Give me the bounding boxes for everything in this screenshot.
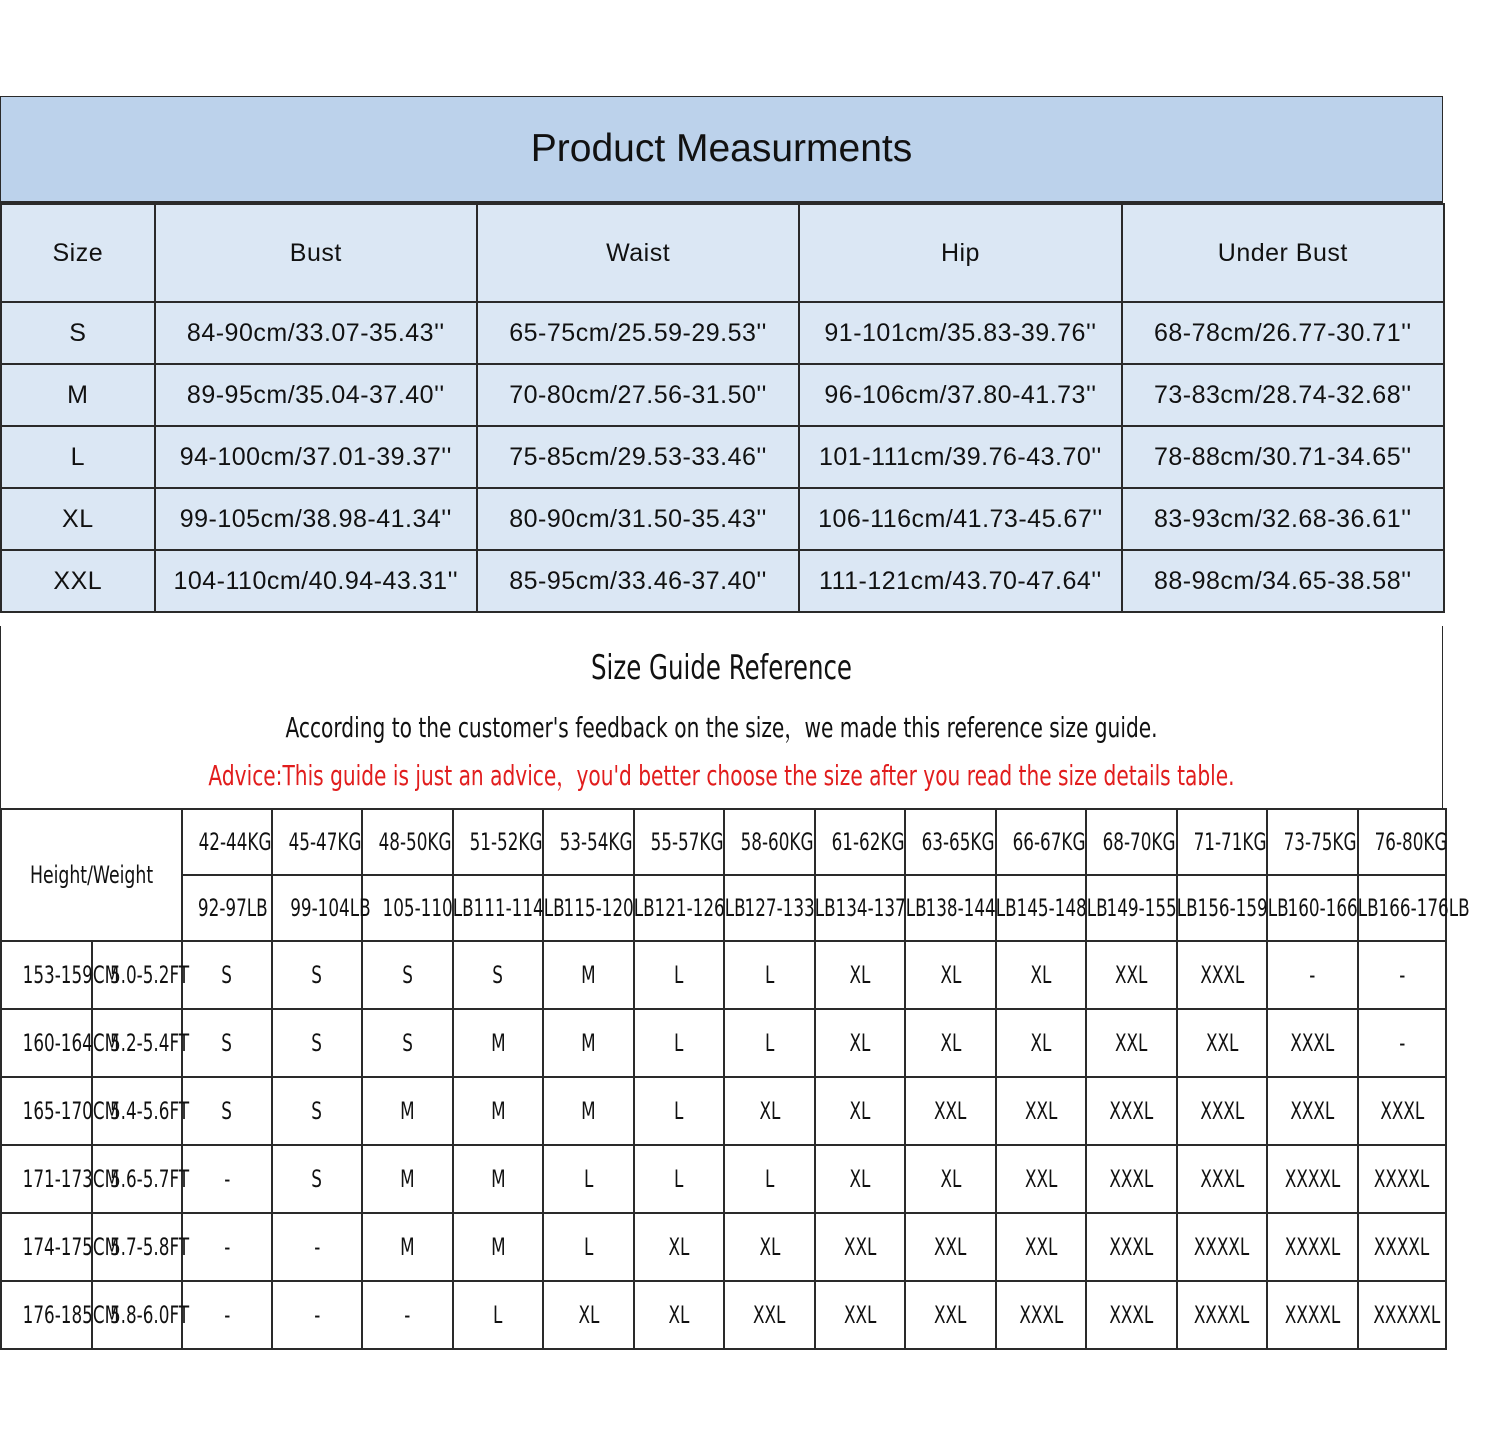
- recommended-size-cell-text: -: [313, 1233, 321, 1261]
- weight-kg-label: 55-57KG: [650, 828, 724, 856]
- recommended-size-cell: [362, 1281, 453, 1349]
- recommended-size-cell: [815, 1281, 905, 1349]
- height-ft-cell-text: 5.4-5.6FT: [109, 1097, 190, 1125]
- recommended-size-cell-text: S: [221, 1029, 233, 1057]
- height-cm-cell-text: 153-159CM: [22, 961, 120, 989]
- recommended-size-cell-text: S: [221, 961, 233, 989]
- recommended-size-cell: [1267, 1145, 1358, 1213]
- recommended-size-cell-text: XXL: [843, 1301, 877, 1329]
- recommended-size-cell: [1086, 1213, 1177, 1281]
- recommended-size-cell-text: -: [1398, 961, 1406, 989]
- recommended-size-cell-text: S: [492, 961, 504, 989]
- height-cm-cell-text: 176-185CM: [22, 1301, 120, 1329]
- recommended-size-cell: [634, 1009, 724, 1077]
- recommended-size-cell: [815, 1077, 905, 1145]
- recommended-size-cell-text: M: [490, 1097, 506, 1125]
- recommended-size-cell: [1358, 941, 1446, 1009]
- recommended-size-cell: [1267, 1281, 1358, 1349]
- header-under-bust: Under Bust: [1122, 204, 1444, 302]
- recommended-size-cell: [1267, 1213, 1358, 1281]
- weight-kg-row: [1, 809, 1446, 875]
- recommended-size-cell-text: XXXL: [1109, 1165, 1154, 1193]
- recommended-size-cell-text: XXXXL: [1284, 1165, 1341, 1193]
- weight-kg-label: 73-75KG: [1283, 828, 1357, 856]
- recommended-size-cell-text: XXXXL: [1284, 1301, 1341, 1329]
- recommended-size-cell-text: XL: [1030, 1029, 1052, 1057]
- measurement-cell: 88-98cm/34.65-38.58'': [1122, 550, 1444, 612]
- recommended-size-cell-text: XXXL: [1290, 1029, 1335, 1057]
- recommended-size-cell: [1358, 1009, 1446, 1077]
- height-ft-cell-text: 5.6-5.7FT: [109, 1165, 190, 1193]
- measurement-row: [1, 488, 1444, 550]
- measurement-cell: 94-100cm/37.01-39.37'': [155, 426, 477, 488]
- measurement-cell: 75-85cm/29.53-33.46'': [477, 426, 799, 488]
- recommended-size-cell-text: XXXXL: [1194, 1301, 1250, 1329]
- recommended-size-cell: [634, 1145, 724, 1213]
- height-ft-cell-text: 5.0-5.2FT: [109, 961, 190, 989]
- weight-lb-cell: [362, 875, 474, 941]
- recommended-size-cell: [1177, 1009, 1267, 1077]
- weight-kg-label: 66-67KG: [1012, 828, 1086, 856]
- recommended-size-cell: [996, 1077, 1086, 1145]
- recommended-size-cell: [272, 1009, 362, 1077]
- recommended-size-cell: [996, 1009, 1086, 1077]
- recommended-size-cell: [815, 941, 905, 1009]
- recommended-size-cell-text: XL: [940, 1029, 961, 1057]
- recommended-size-cell-text: XL: [759, 1233, 780, 1261]
- measurement-cell: 96-106cm/37.80-41.73'': [799, 364, 1121, 426]
- recommended-size-cell-text: XL: [849, 1165, 871, 1193]
- height-ft-cell-text: 5.2-5.4FT: [109, 1029, 190, 1057]
- recommended-size-cell: [182, 1145, 272, 1213]
- header-bust: Bust: [155, 204, 477, 302]
- recommended-size-cell-text: XXXL: [1109, 1301, 1154, 1329]
- recommended-size-cell-text: S: [402, 961, 413, 989]
- height-cm-cell: [1, 1281, 120, 1349]
- recommended-size-cell: [815, 1009, 905, 1077]
- weight-lb-label: 121-126LB: [654, 894, 746, 922]
- recommended-size-cell: [362, 1145, 453, 1213]
- measurement-cell: 84-90cm/33.07-35.43'': [155, 302, 477, 364]
- header-size: Size: [1, 204, 155, 302]
- height-cm-cell-text: 174-175CM: [22, 1233, 120, 1261]
- size-cell: XXL: [1, 550, 155, 612]
- recommended-size-cell-text: XXL: [1024, 1097, 1058, 1125]
- weight-kg-cell: [724, 809, 815, 875]
- weight-kg-label: 58-60KG: [740, 828, 814, 856]
- recommended-size-cell-text: XXXL: [1109, 1233, 1154, 1261]
- measurement-cell: 70-80cm/27.56-31.50'': [477, 364, 799, 426]
- recommended-size-cell: [815, 1213, 905, 1281]
- recommended-size-cell-text: XXXXL: [1284, 1233, 1341, 1261]
- size-cell: S: [1, 302, 155, 364]
- recommended-size-cell: [1177, 1213, 1267, 1281]
- measurement-row: [1, 550, 1444, 612]
- recommended-size-cell-text: M: [400, 1233, 415, 1261]
- height-cm-cell-text: 165-170CM: [22, 1097, 120, 1125]
- weight-kg-cell: [634, 809, 724, 875]
- weight-kg-cell: [1177, 809, 1267, 875]
- measurements-table: [0, 203, 1445, 613]
- recommended-size-cell: [996, 1281, 1086, 1349]
- recommended-size-cell: [272, 1077, 362, 1145]
- recommended-size-cell-text: XXXL: [1380, 1097, 1424, 1125]
- recommended-size-cell-text: XXXL: [1290, 1097, 1335, 1125]
- recommended-size-cell: [905, 1077, 996, 1145]
- height-row: [1, 1077, 1446, 1145]
- recommended-size-cell: [634, 941, 724, 1009]
- weight-kg-label: 61-62KG: [831, 828, 905, 856]
- weight-lb-label: 127-133LB: [744, 894, 836, 922]
- recommended-size-cell: [453, 1145, 543, 1213]
- weight-lb-cell: [182, 875, 272, 941]
- recommended-size-cell: [362, 1009, 453, 1077]
- recommended-size-cell: [543, 1077, 634, 1145]
- weight-kg-cell: [905, 809, 996, 875]
- measurement-cell: 83-93cm/32.68-36.61'': [1122, 488, 1444, 550]
- recommended-size-cell-text: XL: [849, 961, 871, 989]
- recommended-size-cell-text: XXXXL: [1194, 1233, 1250, 1261]
- recommended-size-cell-text: XL: [668, 1301, 690, 1329]
- weight-lb-label: 160-166LB: [1287, 894, 1379, 922]
- recommended-size-cell-text: -: [223, 1233, 231, 1261]
- weight-kg-cell: [272, 809, 362, 875]
- recommended-size-cell-text: XXXL: [1109, 1097, 1154, 1125]
- recommended-size-cell: [996, 1213, 1086, 1281]
- weight-kg-label: 48-50KG: [378, 828, 452, 856]
- recommended-size-cell: [543, 1213, 634, 1281]
- recommended-size-cell: [634, 1213, 724, 1281]
- measurement-cell: 101-111cm/39.76-43.70'': [799, 426, 1121, 488]
- recommended-size-cell-text: XL: [940, 1165, 961, 1193]
- recommended-size-cell: [724, 1009, 815, 1077]
- measurement-cell: 73-83cm/28.74-32.68'': [1122, 364, 1444, 426]
- recommended-size-cell: [543, 1145, 634, 1213]
- recommended-size-cell: [1086, 1145, 1177, 1213]
- height-cm-cell: [1, 1077, 120, 1145]
- height-row: [1, 1281, 1446, 1349]
- recommended-size-cell: [362, 941, 453, 1009]
- weight-kg-cell: [453, 809, 543, 875]
- recommended-size-cell-text: XXL: [1024, 1233, 1058, 1261]
- measurement-cell: 111-121cm/43.70-47.64'': [799, 550, 1121, 612]
- weight-kg-label: 53-54KG: [559, 828, 633, 856]
- recommended-size-cell: [1086, 1077, 1177, 1145]
- recommended-size-cell: [1267, 941, 1358, 1009]
- recommended-size-cell-text: -: [404, 1301, 411, 1329]
- recommended-size-cell: [1358, 1281, 1446, 1349]
- measurements-body: [1, 302, 1444, 612]
- recommended-size-cell-text: XL: [940, 961, 961, 989]
- weight-kg-label: 68-70KG: [1102, 828, 1176, 856]
- recommended-size-cell-text: XXXL: [1200, 961, 1244, 989]
- recommended-size-cell-text: XXL: [1115, 961, 1148, 989]
- recommended-size-cell-text: XXL: [1115, 1029, 1148, 1057]
- recommended-size-cell-text: M: [490, 1165, 506, 1193]
- recommended-size-cell: [634, 1281, 724, 1349]
- recommended-size-cell-text: L: [764, 1029, 775, 1057]
- measurements-header-row: [1, 204, 1444, 302]
- recommended-size-cell-text: S: [311, 1029, 323, 1057]
- recommended-size-cell-text: XXXXL: [1374, 1233, 1430, 1261]
- recommended-size-cell: [905, 1009, 996, 1077]
- recommended-size-cell-text: -: [1398, 1029, 1406, 1057]
- size-cell: M: [1, 364, 155, 426]
- recommended-size-cell: [272, 941, 362, 1009]
- recommended-size-cell: [182, 1281, 272, 1349]
- height-ft-cell-text: 5.8-6.0FT: [109, 1301, 190, 1329]
- recommended-size-cell-text: L: [674, 1029, 684, 1057]
- recommended-size-cell-text: M: [490, 1029, 506, 1057]
- height-cm-cell-text: 171-173CM: [22, 1165, 120, 1193]
- recommended-size-cell: [724, 1077, 815, 1145]
- measurement-cell: 80-90cm/31.50-35.43'': [477, 488, 799, 550]
- recommended-size-cell-text: -: [313, 1301, 321, 1329]
- recommended-size-cell-text: XXXL: [1200, 1165, 1244, 1193]
- weight-lb-label: 115-120LB: [563, 894, 655, 922]
- recommended-size-cell: [543, 941, 634, 1009]
- recommended-size-cell: [1086, 941, 1177, 1009]
- size-guide-table: [0, 808, 1470, 1350]
- measurement-cell: 78-88cm/30.71-34.65'': [1122, 426, 1444, 488]
- measurements-title: Product Measurments: [0, 96, 1443, 203]
- recommended-size-cell: [996, 1145, 1086, 1213]
- weight-lb-row: [1, 875, 1446, 941]
- size-guide-header: [0, 626, 1443, 808]
- recommended-size-cell: [905, 1213, 996, 1281]
- recommended-size-cell: [453, 941, 543, 1009]
- weight-lb-label: 105-110LB: [382, 894, 474, 922]
- recommended-size-cell: [453, 1009, 543, 1077]
- weight-lb-label: 134-137LB: [835, 894, 927, 922]
- recommended-size-cell: [905, 1281, 996, 1349]
- weight-kg-cell: [1267, 809, 1358, 875]
- weight-lb-label: 156-159LB: [1197, 894, 1289, 922]
- size-cell: XL: [1, 488, 155, 550]
- recommended-size-cell: [724, 1281, 815, 1349]
- recommended-size-cell: [182, 1213, 272, 1281]
- measurement-row: [1, 302, 1444, 364]
- recommended-size-cell-text: L: [674, 1165, 684, 1193]
- recommended-size-cell-text: L: [583, 1165, 594, 1193]
- recommended-size-cell-text: XXXXL: [1374, 1165, 1430, 1193]
- weight-kg-label: 45-47KG: [288, 828, 362, 856]
- height-row: [1, 1009, 1446, 1077]
- weight-lb-label: 166-176LB: [1378, 894, 1470, 922]
- recommended-size-cell-text: L: [764, 1165, 775, 1193]
- recommended-size-cell: [724, 941, 815, 1009]
- header-hip: Hip: [799, 204, 1121, 302]
- recommended-size-cell: [634, 1077, 724, 1145]
- weight-lb-label: 99-104LB: [290, 894, 371, 922]
- height-cm-cell: [1, 1009, 120, 1077]
- recommended-size-cell-text: -: [1309, 961, 1316, 989]
- recommended-size-cell-text: XL: [668, 1233, 690, 1261]
- height-cm-cell-text: 160-164CM: [22, 1029, 120, 1057]
- recommended-size-cell: [453, 1281, 543, 1349]
- recommended-size-cell-text: S: [402, 1029, 413, 1057]
- recommended-size-cell: [1086, 1009, 1177, 1077]
- weight-kg-label: 76-80KG: [1374, 828, 1448, 856]
- recommended-size-cell-text: XXXL: [1019, 1301, 1063, 1329]
- measurement-cell: 89-95cm/35.04-37.40'': [155, 364, 477, 426]
- recommended-size-cell: [1177, 1145, 1267, 1213]
- recommended-size-cell: [272, 1145, 362, 1213]
- height-cm-cell: [1, 1145, 120, 1213]
- measurement-cell: 106-116cm/41.73-45.67'': [799, 488, 1121, 550]
- weight-kg-cell: [996, 809, 1086, 875]
- weight-lb-label: 145-148LB: [1016, 894, 1108, 922]
- recommended-size-cell: [724, 1145, 815, 1213]
- weight-kg-cell: [362, 809, 453, 875]
- weight-kg-label: 71-71KG: [1193, 828, 1267, 856]
- recommended-size-cell-text: XXL: [934, 1301, 967, 1329]
- recommended-size-cell-text: -: [223, 1301, 231, 1329]
- weight-kg-cell: [182, 809, 272, 875]
- recommended-size-cell-text: XL: [578, 1301, 599, 1329]
- recommended-size-cell: [453, 1077, 543, 1145]
- recommended-size-cell: [1177, 1077, 1267, 1145]
- recommended-size-cell-text: XXL: [843, 1233, 877, 1261]
- recommended-size-cell-text: M: [400, 1165, 415, 1193]
- recommended-size-cell: [905, 941, 996, 1009]
- recommended-size-cell: [272, 1213, 362, 1281]
- recommended-size-cell-text: XXL: [753, 1301, 786, 1329]
- recommended-size-cell-text: XXL: [1024, 1165, 1058, 1193]
- recommended-size-cell-text: M: [581, 961, 596, 989]
- recommended-size-cell-text: XXL: [934, 1097, 967, 1125]
- recommended-size-cell: [272, 1281, 362, 1349]
- weight-lb-label: 92-97LB: [197, 894, 268, 922]
- recommended-size-cell: [182, 1077, 272, 1145]
- recommended-size-cell: [1086, 1281, 1177, 1349]
- recommended-size-cell: [543, 1009, 634, 1077]
- recommended-size-cell-text: L: [583, 1233, 594, 1261]
- recommended-size-cell-text: S: [311, 1097, 323, 1125]
- recommended-size-cell: [543, 1281, 634, 1349]
- recommended-size-cell-text: S: [311, 1165, 323, 1193]
- weight-kg-label: 63-65KG: [921, 828, 995, 856]
- weight-kg-cell: [1358, 809, 1446, 875]
- measurement-cell: 91-101cm/35.83-39.76'': [799, 302, 1121, 364]
- recommended-size-cell-text: -: [223, 1165, 231, 1193]
- height-ft-cell-text: 5.7-5.8FT: [109, 1233, 190, 1261]
- height-cm-cell: [1, 1213, 120, 1281]
- recommended-size-cell-text: XXL: [934, 1233, 967, 1261]
- height-cm-cell: [1, 941, 120, 1009]
- size-cell: L: [1, 426, 155, 488]
- weight-kg-label: 42-44KG: [198, 828, 272, 856]
- recommended-size-cell: [362, 1213, 453, 1281]
- measurement-row: [1, 426, 1444, 488]
- recommended-size-cell: [815, 1145, 905, 1213]
- height-weight-label: Height/Weight: [29, 861, 154, 889]
- recommended-size-cell-text: L: [674, 961, 684, 989]
- recommended-size-cell: [905, 1145, 996, 1213]
- height-weight-corner: [1, 809, 182, 941]
- recommended-size-cell: [1267, 1009, 1358, 1077]
- measurement-cell: 99-105cm/38.98-41.34'': [155, 488, 477, 550]
- weight-lb-cell: [272, 875, 371, 941]
- measurement-cell: 104-110cm/40.94-43.31'': [155, 550, 477, 612]
- weight-kg-label: 51-52KG: [469, 828, 543, 856]
- recommended-size-cell: [182, 941, 272, 1009]
- recommended-size-cell: [1177, 1281, 1267, 1349]
- measurement-cell: 68-78cm/26.77-30.71'': [1122, 302, 1444, 364]
- height-row: [1, 1145, 1446, 1213]
- weight-lb-label: 138-144LB: [925, 894, 1017, 922]
- recommended-size-cell-text: M: [400, 1097, 415, 1125]
- weight-lb-label: 111-114LB: [473, 894, 565, 922]
- size-guide-description: According to the customer's feedback on the size，we made this reference size guide.: [285, 711, 1158, 744]
- recommended-size-cell: [182, 1009, 272, 1077]
- measurement-cell: 65-75cm/25.59-29.53'': [477, 302, 799, 364]
- recommended-size-cell: [724, 1213, 815, 1281]
- recommended-size-cell-text: L: [674, 1097, 684, 1125]
- header-waist: Waist: [477, 204, 799, 302]
- recommended-size-cell-text: XXXXXL: [1373, 1301, 1441, 1329]
- recommended-size-cell: [453, 1213, 543, 1281]
- recommended-size-cell-text: XXXL: [1200, 1097, 1244, 1125]
- recommended-size-cell: [1358, 1077, 1446, 1145]
- recommended-size-cell-text: L: [493, 1301, 503, 1329]
- recommended-size-cell: [1177, 941, 1267, 1009]
- weight-kg-cell: [1086, 809, 1177, 875]
- weight-kg-cell: [815, 809, 905, 875]
- measurement-cell: 85-95cm/33.46-37.40'': [477, 550, 799, 612]
- recommended-size-cell-text: M: [581, 1029, 596, 1057]
- product-measurements-section: [0, 96, 1445, 626]
- measurement-row: [1, 364, 1444, 426]
- recommended-size-cell: [996, 941, 1086, 1009]
- recommended-size-cell-text: S: [221, 1097, 233, 1125]
- recommended-size-cell-text: L: [764, 961, 775, 989]
- height-row: [1, 941, 1446, 1009]
- recommended-size-cell-text: XL: [759, 1097, 780, 1125]
- recommended-size-cell-text: S: [311, 961, 323, 989]
- recommended-size-cell: [1358, 1213, 1446, 1281]
- height-row: [1, 1213, 1446, 1281]
- size-guide-title: Size Guide Reference: [591, 648, 852, 688]
- size-guide-body: [1, 809, 1470, 1349]
- weight-lb-label: 149-155LB: [1106, 894, 1198, 922]
- recommended-size-cell: [1267, 1077, 1358, 1145]
- size-guide-advice: Advice:This guide is just an advice，you'd better choose the size after you read the size details table.: [208, 759, 1235, 792]
- recommended-size-cell-text: XL: [849, 1029, 871, 1057]
- recommended-size-cell: [362, 1077, 453, 1145]
- recommended-size-cell-text: M: [581, 1097, 596, 1125]
- recommended-size-cell-text: XXL: [1205, 1029, 1239, 1057]
- recommended-size-cell-text: XL: [849, 1097, 871, 1125]
- recommended-size-cell-text: M: [490, 1233, 506, 1261]
- recommended-size-cell: [1358, 1145, 1446, 1213]
- weight-kg-cell: [543, 809, 634, 875]
- recommended-size-cell-text: XL: [1030, 961, 1052, 989]
